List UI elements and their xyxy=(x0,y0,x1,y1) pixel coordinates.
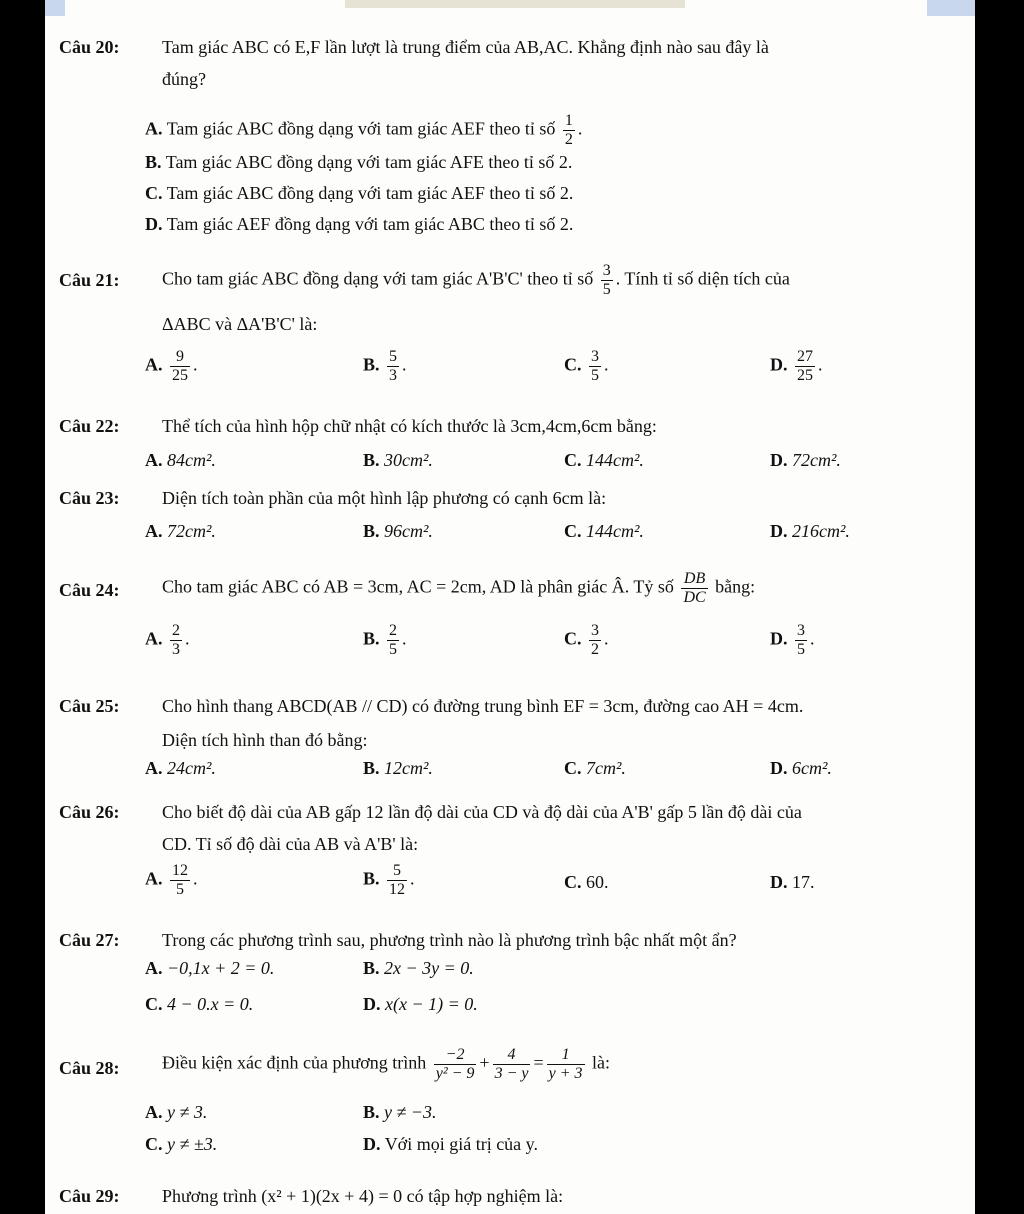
question-29 xyxy=(59,1184,564,1208)
question-stem-cont: CD. Tỉ số độ dài của AB và A'B' là: xyxy=(162,834,419,854)
answer-option-c xyxy=(145,183,573,204)
question-stem: Cho tam giác ABC có AB = 3cm, AC = 2cm, AD là phân giác Â. Tỷ số $\frac{DB}{DC}$ bằng: xyxy=(162,570,756,606)
answer-option-d xyxy=(145,214,573,235)
option-label: D. xyxy=(770,628,788,649)
fraction: $\frac{3}{5}$ xyxy=(797,622,805,658)
answer-option-b xyxy=(363,1102,437,1123)
option-label: C. xyxy=(564,758,582,778)
option-label: B. xyxy=(363,868,380,889)
option-text: 12cm². xyxy=(384,758,433,778)
answer-option-a xyxy=(145,1102,207,1123)
option-label: A. xyxy=(145,1102,163,1122)
option-label: B. xyxy=(145,152,162,172)
option-text: 7cm². xyxy=(586,758,626,778)
fraction: $\frac{-2}{\text{y² − 9}}$ xyxy=(435,1046,475,1082)
question-stem: Diện tích toàn phần của một hình lập phương có cạnh 6cm là: xyxy=(162,488,607,508)
fraction: $\frac{2}{5}$ xyxy=(389,622,398,658)
answer-option-b: B. $\frac{2}{5}$ . xyxy=(363,622,407,658)
option-text: 96cm². xyxy=(384,521,433,541)
answer-option-c xyxy=(564,450,644,471)
question-21 xyxy=(59,262,790,334)
answer-option-b: B. $\frac{5}{12}$ . xyxy=(363,862,415,898)
fraction: $\frac{4}{3 - y}$ xyxy=(494,1046,529,1082)
answer-option-c xyxy=(564,521,644,542)
option-label: D. xyxy=(770,521,788,541)
question-20 xyxy=(59,35,769,89)
option-label: D. xyxy=(770,872,788,892)
answer-option-d: D. $\frac{3}{5}$ . xyxy=(770,622,815,658)
answer-option-b xyxy=(363,450,433,471)
answer-option-c xyxy=(145,994,253,1015)
option-label: D. xyxy=(770,450,788,470)
question-stem: Thể tích của hình hộp chữ nhật có kích thước là 3cm,4cm,6cm bằng: xyxy=(162,416,657,436)
question-stem: Tam giác ABC có E,F lần lượt là trung điểm của AB,AC. Khẳng định nào sau đây là xyxy=(162,37,769,57)
answer-option-d xyxy=(363,994,478,1015)
option-label: C. xyxy=(564,628,582,649)
answer-option-d xyxy=(770,758,832,779)
answer-option-d xyxy=(770,450,841,471)
question-number: Câu 27: xyxy=(59,930,120,950)
question-25 xyxy=(59,694,804,750)
option-label: A. xyxy=(145,521,163,541)
answer-option-c: C. $\frac{3}{2}$ . xyxy=(564,622,609,658)
fraction: $\frac{3}{2}$ xyxy=(591,622,599,658)
option-text: 144cm². xyxy=(586,450,644,470)
option-text: Tam giác ABC đồng dạng với tam giác AEF theo tỉ số xyxy=(166,118,556,139)
fraction: $\frac{27}{25}$ xyxy=(797,348,813,384)
header-decoration-right xyxy=(927,0,975,16)
answer-option-a: A. $\frac{9}{25}$ . xyxy=(145,348,198,384)
question-stem: Cho hình thang ABCD(AB // CD) có đường trung bình EF = 3cm, đường cao AH = 4cm. xyxy=(162,696,804,716)
option-text: y ≠ −3. xyxy=(384,1102,437,1122)
option-text: 144cm². xyxy=(586,521,644,541)
answer-option-c xyxy=(564,872,609,893)
option-text: 72cm². xyxy=(792,450,841,470)
option-text: −0,1x + 2 = 0. xyxy=(167,958,275,978)
option-label: C. xyxy=(564,872,582,892)
fraction: $\frac{5}{12}$ xyxy=(389,862,406,898)
option-text: 4 − 0.x = 0. xyxy=(167,994,254,1014)
option-label: D. xyxy=(770,354,788,375)
option-label: D. xyxy=(363,994,381,1014)
worksheet-page xyxy=(45,0,975,1214)
header-decoration-left xyxy=(45,0,65,16)
answer-option-d xyxy=(770,521,850,542)
answer-option-c xyxy=(145,1134,217,1155)
question-27 xyxy=(59,928,737,952)
option-text: 30cm². xyxy=(384,450,433,470)
answer-option-b xyxy=(363,758,433,779)
question-number: Câu 29: xyxy=(59,1186,120,1206)
fraction: $\frac{1}{y + 3}$ xyxy=(548,1046,583,1082)
option-label: B. xyxy=(363,758,380,778)
option-label: A. xyxy=(145,868,163,889)
question-stem-cont: ΔABC và ΔA'B'C' là: xyxy=(162,314,318,334)
fraction: $\frac{3}{5}$ xyxy=(591,348,599,384)
option-label: B. xyxy=(363,521,380,541)
question-number: Câu 20: xyxy=(59,37,120,57)
answer-option-a xyxy=(145,758,216,779)
question-stem: Phương trình (x² + 1)(2x + 4) = 0 có tập hợp nghiệm là: xyxy=(162,1186,564,1206)
option-label: B. xyxy=(363,1102,380,1122)
fraction: $\frac{3}{5}$ xyxy=(602,262,611,298)
answer-option-a xyxy=(145,958,274,979)
option-text: 216cm². xyxy=(792,521,850,541)
question-23 xyxy=(59,486,607,510)
answer-option-c xyxy=(564,758,626,779)
option-text: Tam giác ABC đồng dạng với tam giác AEF theo tỉ số 2. xyxy=(166,183,574,203)
fraction: $\frac{2}{3}$ xyxy=(172,622,180,658)
question-22 xyxy=(59,414,657,438)
question-stem: Trong các phương trình sau, phương trình nào là phương trình bậc nhất một ẩn? xyxy=(162,930,737,950)
option-label: C. xyxy=(564,354,582,375)
option-label: A. xyxy=(145,118,163,139)
question-number: Câu 23: xyxy=(59,488,120,508)
answer-option-c: C. $\frac{3}{5}$ . xyxy=(564,348,609,384)
option-text: Tam giác ABC đồng dạng với tam giác AFE theo tỉ số 2. xyxy=(165,152,573,172)
answer-option-d: D. $\frac{27}{25}$ . xyxy=(770,348,823,384)
option-label: C. xyxy=(145,1134,163,1154)
option-label: A. xyxy=(145,450,163,470)
answer-option-b: B. $\frac{5}{3}$ . xyxy=(363,348,407,384)
question-number: Câu 24: xyxy=(59,580,120,600)
option-text: y ≠ ±3. xyxy=(167,1134,218,1154)
option-label: A. xyxy=(145,354,163,375)
option-text: 60. xyxy=(586,872,609,892)
option-label: A. xyxy=(145,958,163,978)
fraction: $\frac{9}{25}$ xyxy=(172,348,188,384)
option-label: C. xyxy=(564,521,582,541)
fraction: $\frac{DB}{DC}$ xyxy=(683,570,706,606)
option-label: C. xyxy=(564,450,582,470)
question-stem-cont: Diện tích hình than đó bằng: xyxy=(162,730,368,750)
option-label: C. xyxy=(145,183,163,203)
option-label: B. xyxy=(363,628,380,649)
answer-option-b xyxy=(363,958,474,979)
option-label: A. xyxy=(145,628,163,649)
option-label: D. xyxy=(363,1134,381,1154)
option-label: D. xyxy=(770,758,788,778)
option-label: B. xyxy=(363,958,380,978)
question-stem: Điều kiện xác định của phương trình $\frac{-2}{\text{y² − 9}}$ + $\frac{4}{3 - y}$ = $\frac{1}{y + 3}$ là: xyxy=(162,1046,611,1082)
option-text: 24cm². xyxy=(167,758,216,778)
answer-option-b xyxy=(363,521,433,542)
option-label: D. xyxy=(145,214,163,234)
answer-option-a: A. Tam giác ABC đồng dạng với tam giác AEF theo tỉ số $\frac{1}{2}$ . xyxy=(145,112,583,148)
question-stem: Cho biết độ dài của AB gấp 12 lần độ dài của CD và độ dài của A'B' gấp 5 lần độ dài của xyxy=(162,802,802,822)
question-stem-cont: đúng? xyxy=(162,69,206,89)
question-28 xyxy=(59,1046,611,1082)
fraction: $\frac{12}{5}$ xyxy=(172,862,188,898)
option-text: y ≠ 3. xyxy=(167,1102,208,1122)
option-text: 6cm². xyxy=(792,758,832,778)
option-text: Tam giác AEF đồng dạng với tam giác ABC theo tỉ số 2. xyxy=(166,214,574,234)
question-number: Câu 22: xyxy=(59,416,120,436)
answer-option-d xyxy=(770,872,815,893)
answer-option-a: A. $\frac{12}{5}$ . xyxy=(145,862,198,898)
fraction: $\frac{5}{3}$ xyxy=(389,348,398,384)
option-text: 2x − 3y = 0. xyxy=(384,958,474,978)
option-label: A. xyxy=(145,758,163,778)
answer-option-b xyxy=(145,152,572,173)
option-text: 84cm². xyxy=(167,450,216,470)
question-stem: Cho tam giác ABC đồng dạng với tam giác A'B'C' theo tỉ số $\frac{3}{5}$ . Tính tỉ số diện tích của xyxy=(162,262,790,298)
question-number: Câu 28: xyxy=(59,1058,120,1078)
option-text: 72cm². xyxy=(167,521,216,541)
question-number: Câu 26: xyxy=(59,802,120,822)
option-label: C. xyxy=(145,994,163,1014)
answer-option-a xyxy=(145,450,216,471)
option-label: B. xyxy=(363,354,380,375)
question-number: Câu 21: xyxy=(59,270,120,290)
question-number: Câu 25: xyxy=(59,696,120,716)
question-24 xyxy=(59,570,756,606)
fraction: $\frac{1}{2}$ xyxy=(564,112,573,148)
option-text: 17. xyxy=(792,872,815,892)
answer-option-a xyxy=(145,521,216,542)
option-label: B. xyxy=(363,450,380,470)
question-26 xyxy=(59,800,802,854)
header-faint-title xyxy=(345,0,685,8)
answer-option-a: A. $\frac{2}{3}$ . xyxy=(145,622,190,658)
answer-option-d xyxy=(363,1134,538,1155)
option-text: x(x − 1) = 0. xyxy=(385,994,478,1014)
option-text: Với mọi giá trị của y. xyxy=(384,1134,539,1154)
